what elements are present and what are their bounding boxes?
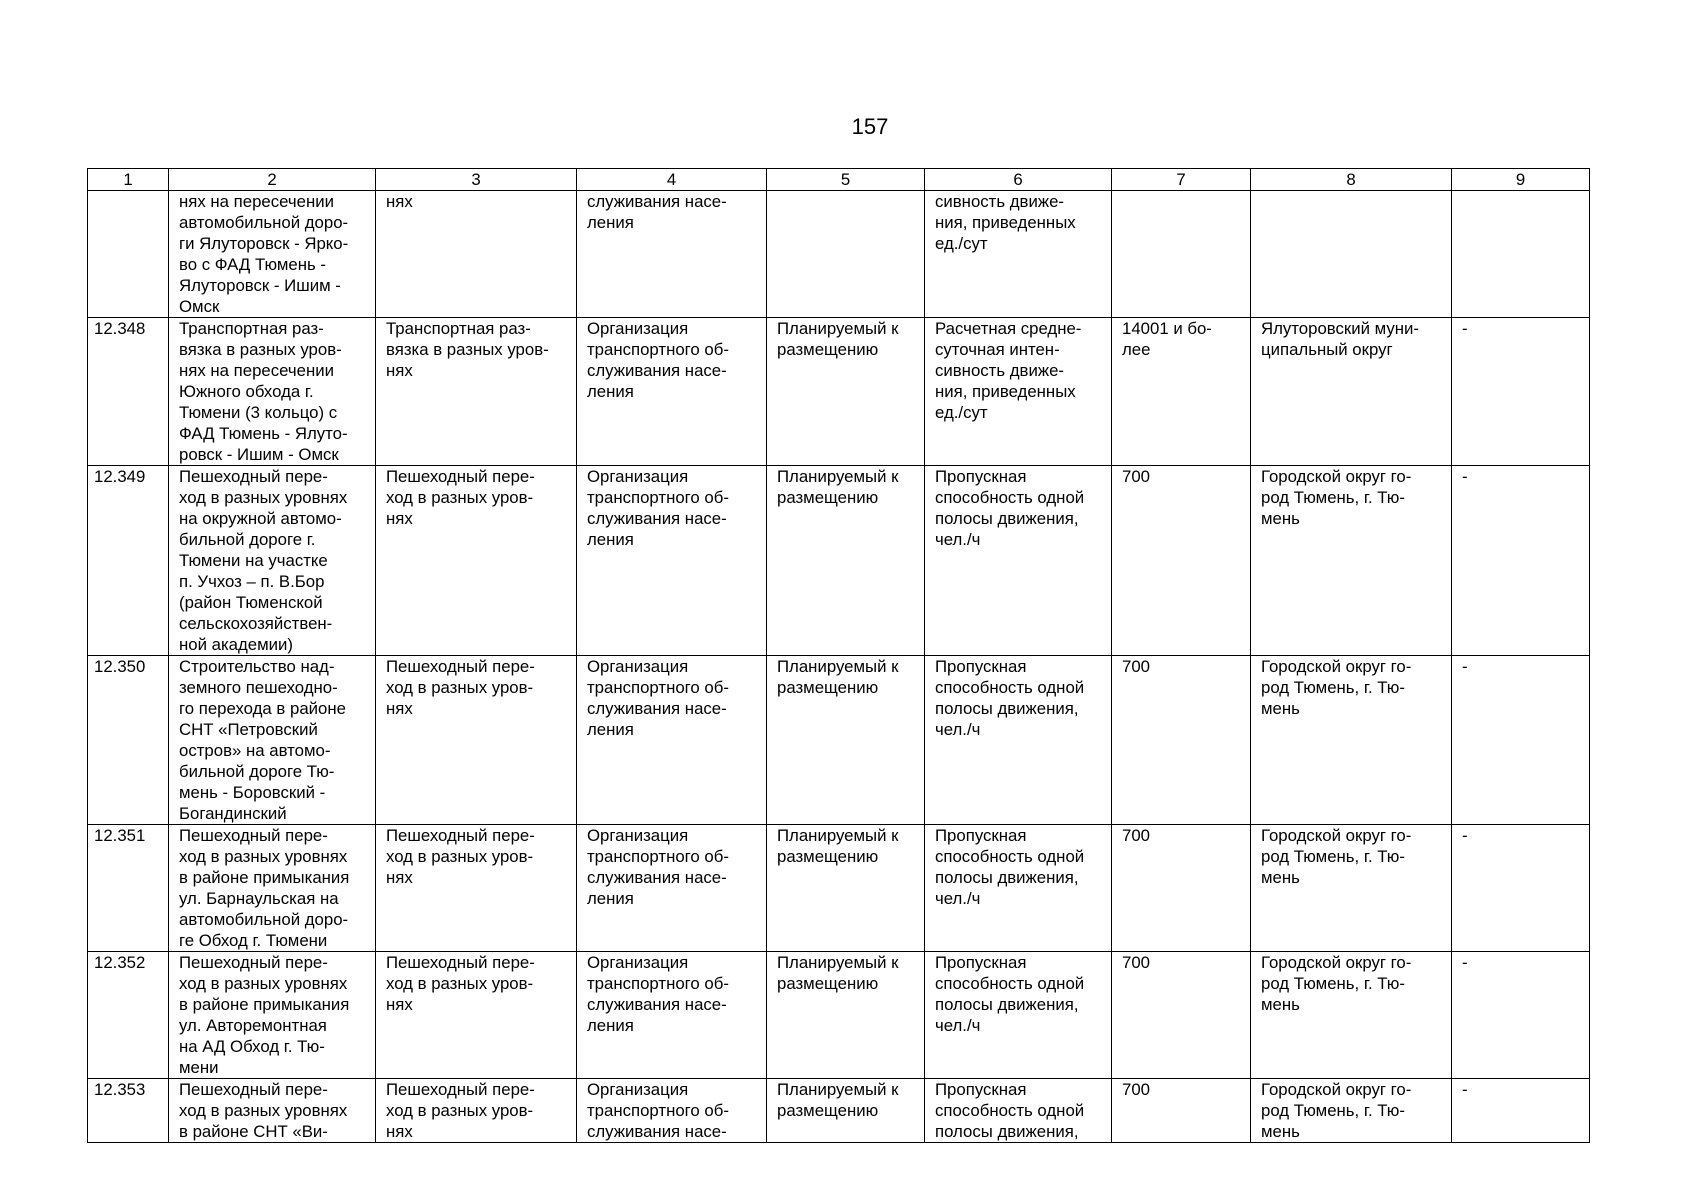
table-header-row [88,169,1590,191]
table-cell: сивность движе- ния, приведенных ед./сут [925,191,1112,318]
table-cell [1112,191,1251,318]
table-cell: служивания насе- ления [577,191,767,318]
table-row [88,952,1590,1079]
table-cell: 700 [1112,825,1251,952]
table-cell: Планируемый к размещению [767,318,925,466]
table-cell: Транспортная раз- вязка в разных уров- нях на пересечении Южного обхода г. Тюмени (3 кольцо) с ФАД Тюмень - Ялуто- ровск - Ишим - Омск [169,318,376,466]
table-cell: нях [376,191,577,318]
table-cell [1251,191,1452,318]
table-cell: - [1452,656,1590,825]
table-row [88,1079,1590,1143]
column-header: 2 [169,169,376,191]
table-cell: Пешеходный пере- ход в разных уровнях на окружной автомо- бильной дороге г. Тюмени на участке п. Учхоз – п. В.Бор (район Тюменской сельскохозяйствен- ной академии) [169,466,376,656]
table-cell: Планируемый к размещению [767,466,925,656]
table-cell: Планируемый к размещению [767,656,925,825]
table-cell: Планируемый к размещению [767,952,925,1079]
table-cell: Пешеходный пере- ход в разных уров- нях [376,1079,577,1143]
table-cell: Пешеходный пере- ход в разных уровнях в районе СНТ «Ви- [169,1079,376,1143]
table-cell: Ялуторовский муни- ципальный округ [1251,318,1452,466]
table-cell [767,191,925,318]
table-cell: нях на пересечении автомобильной доро- ги Ялуторовск - Ярко- во с ФАД Тюмень - Ялуторовск - Ишим - Омск [169,191,376,318]
column-header: 6 [925,169,1112,191]
column-header: 7 [1112,169,1251,191]
table-cell: 12.350 [88,656,169,825]
page-number: 157 [851,114,889,139]
table-cell: 12.349 [88,466,169,656]
column-header: 1 [88,169,169,191]
table-cell: 12.352 [88,952,169,1079]
table-cell: Транспортная раз- вязка в разных уров- нях [376,318,577,466]
column-header: 3 [376,169,577,191]
data-table [87,168,1590,1143]
table-cell: 12.351 [88,825,169,952]
table-cell: Пешеходный пере- ход в разных уровнях в районе примыкания ул. Авторемонтная на АД Обход г. Тю- мени [169,952,376,1079]
table-cell: Пропускная способность одной полосы движения, [925,1079,1112,1143]
table-cell: Пешеходный пере- ход в разных уров- нях [376,656,577,825]
table-cell: 700 [1112,952,1251,1079]
table-cell: Организация транспортного об- служивания насе- ления [577,466,767,656]
table-cell: 12.348 [88,318,169,466]
table-cell: - [1452,466,1590,656]
table-cell: Организация транспортного об- служивания насе- ления [577,656,767,825]
table-row [88,466,1590,656]
table-cell: Городской округ го- род Тюмень, г. Тю- мень [1251,1079,1452,1143]
table-cell: Пешеходный пере- ход в разных уровнях в районе примыкания ул. Барнаульская на автомобильной доро- ге Обход г. Тюмени [169,825,376,952]
table-cell: 12.353 [88,1079,169,1143]
table-cell: 700 [1112,1079,1251,1143]
table-cell: - [1452,952,1590,1079]
table-cell: - [1452,318,1590,466]
table-cell: Расчетная средне- суточная интен- сивность движе- ния, приведенных ед./сут [925,318,1112,466]
table-cell: Пешеходный пере- ход в разных уров- нях [376,466,577,656]
table-row [88,656,1590,825]
table-row [88,825,1590,952]
table-cell: - [1452,1079,1590,1143]
table-cell: Пропускная способность одной полосы движения, чел./ч [925,656,1112,825]
table-cell: Пешеходный пере- ход в разных уров- нях [376,952,577,1079]
table-cell: Пропускная способность одной полосы движения, чел./ч [925,952,1112,1079]
table-cell: Пропускная способность одной полосы движения, чел./ч [925,466,1112,656]
table-cell: 700 [1112,656,1251,825]
table-cell: Пешеходный пере- ход в разных уров- нях [376,825,577,952]
table-cell: 700 [1112,466,1251,656]
table-cell: Организация транспортного об- служивания насе- ления [577,825,767,952]
column-header: 9 [1452,169,1590,191]
table-cell: - [1452,825,1590,952]
table-cell [88,191,169,318]
table-cell: Строительство над- земного пешеходно- го перехода в районе СНТ «Петровский остров» на автомо- бильной дороге Тю- мень - Боровский - Богандинский [169,656,376,825]
table-cell: Организация транспортного об- служивания насе- [577,1079,767,1143]
table-row [88,191,1590,318]
table-cell: Организация транспортного об- служивания насе- ления [577,318,767,466]
table-row [88,318,1590,466]
table-cell: Городской округ го- род Тюмень, г. Тю- мень [1251,825,1452,952]
table-cell: Организация транспортного об- служивания насе- ления [577,952,767,1079]
column-header: 5 [767,169,925,191]
table-cell: Планируемый к размещению [767,1079,925,1143]
table-cell: 14001 и бо- лее [1112,318,1251,466]
table-cell: Пропускная способность одной полосы движения, чел./ч [925,825,1112,952]
table-cell: Городской округ го- род Тюмень, г. Тю- мень [1251,656,1452,825]
table-cell: Городской округ го- род Тюмень, г. Тю- мень [1251,952,1452,1079]
table-cell: Городской округ го- род Тюмень, г. Тю- мень [1251,466,1452,656]
table-cell: Планируемый к размещению [767,825,925,952]
column-header: 8 [1251,169,1452,191]
table-cell [1452,191,1590,318]
column-header: 4 [577,169,767,191]
